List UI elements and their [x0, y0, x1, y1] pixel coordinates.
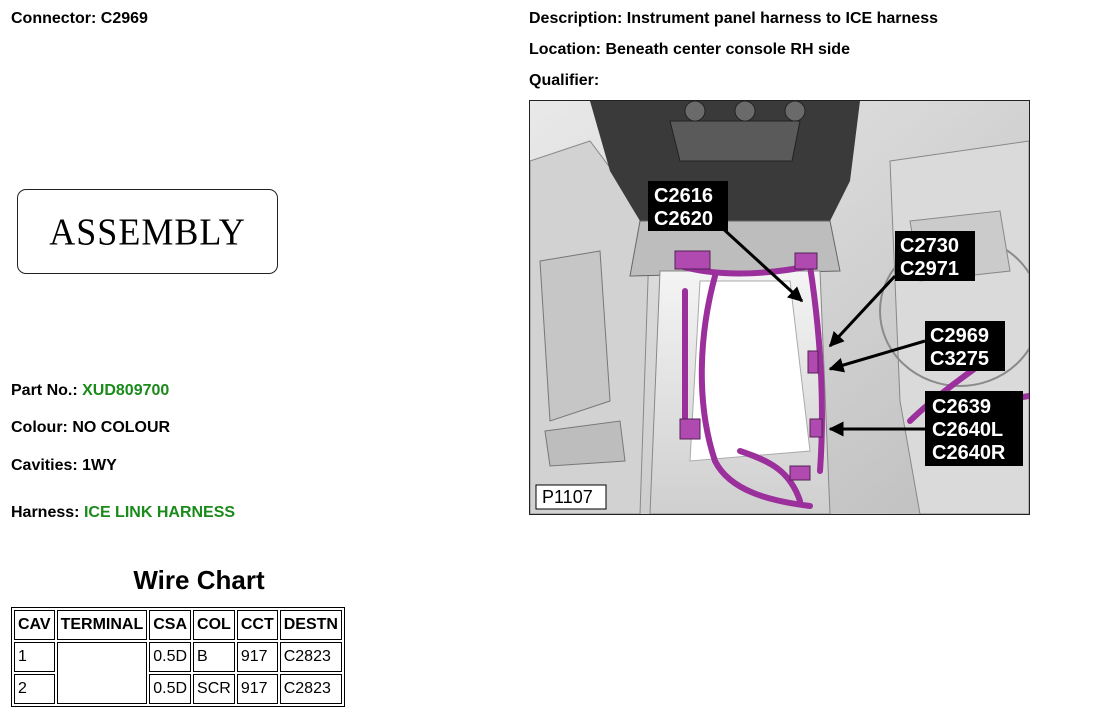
callout-d1: C2639: [932, 396, 991, 418]
table-row: [14, 642, 342, 672]
cell-col: B: [193, 642, 235, 672]
qualifier-label: Qualifier:: [529, 72, 600, 89]
location-line: [529, 41, 850, 59]
callout-c1: C2969: [930, 325, 989, 347]
cavities-value: 1WY: [82, 457, 117, 474]
harness-value: ICE LINK HARNESS: [83, 504, 236, 521]
cell-cct: 917: [237, 642, 278, 672]
header-cav: CAV: [14, 610, 55, 640]
cell-terminal: [57, 642, 148, 704]
part-no-line: [11, 382, 169, 400]
callout-b2: C2971: [900, 258, 959, 280]
callout-a1: C2616: [654, 185, 713, 207]
part-no-value: XUD809700: [82, 382, 170, 399]
location-illustration: [530, 101, 1029, 514]
cell-destn: C2823: [280, 642, 342, 672]
cell-csa: 0.5D: [149, 642, 191, 672]
wire-chart-table: [11, 607, 345, 707]
callout-d3: C2640R: [932, 442, 1006, 464]
connector-location-photo: [529, 100, 1030, 515]
cell-cav: 1: [14, 642, 55, 672]
figure-id: P1107: [542, 487, 593, 507]
description-value: Instrument panel harness to ICE harness: [626, 10, 938, 27]
callout-a2: C2620: [654, 208, 713, 230]
qualifier-line: [529, 72, 599, 90]
assembly-text: ASSEMBLY: [49, 210, 246, 253]
location-value: Beneath center console RH side: [605, 41, 850, 58]
header-terminal: TERMINAL: [57, 610, 148, 640]
callout-b1: C2730: [900, 235, 959, 257]
cell-cct: 917: [237, 674, 278, 704]
callout-c2: C3275: [930, 348, 989, 370]
colour-label: Colour:: [11, 419, 68, 436]
cell-destn: C2823: [280, 674, 342, 704]
description-line: [529, 10, 938, 28]
cell-cav: 2: [14, 674, 55, 704]
cell-col: SCR: [193, 674, 235, 704]
callout-d2: C2640L: [932, 419, 1004, 441]
cavities-line: [11, 457, 117, 475]
harness-label: Harness:: [11, 504, 80, 521]
header-csa: CSA: [149, 610, 191, 640]
cavities-label: Cavities:: [11, 457, 78, 474]
cell-csa: 0.5D: [149, 674, 191, 704]
connector-value: C2969: [100, 10, 148, 27]
header-col: COL: [193, 610, 235, 640]
connector-label: Connector:: [11, 10, 97, 27]
location-label: Location:: [529, 41, 601, 58]
header-destn: DESTN: [280, 610, 342, 640]
connector-line: [11, 10, 148, 28]
description-label: Description:: [529, 10, 623, 27]
table-header-row: [14, 610, 342, 640]
assembly-image: [17, 189, 278, 274]
colour-value: NO COLOUR: [72, 419, 171, 436]
header-cct: CCT: [237, 610, 278, 640]
wire-chart-title: Wire Chart: [133, 565, 265, 595]
colour-line: [11, 419, 170, 437]
harness-line: [11, 504, 235, 522]
part-no-label: Part No.:: [11, 382, 78, 399]
